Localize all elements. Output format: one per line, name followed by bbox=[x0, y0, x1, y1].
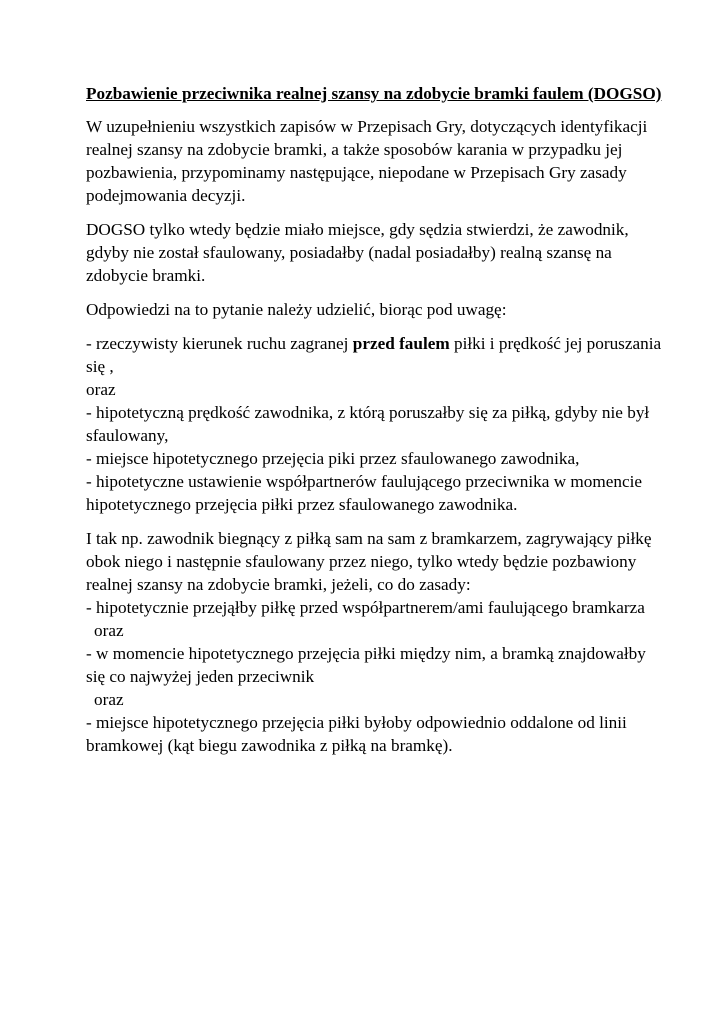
emphasis-before-foul: przed faulem bbox=[352, 334, 450, 353]
example-item-one-opponent: - w momencie hipotetycznego przejęcia piłki między nim, a bramką znajdowałby się co najwyżej jeden przeciwnik bbox=[86, 644, 646, 686]
criteria-item-teammates-position: - hipotetyczne ustawienie współpartnerów faulującego przeciwnika w momencie hipotetycznego przejęcia piłki przez sfaulowanego zawodnika. bbox=[86, 472, 642, 514]
example-paragraph bbox=[86, 527, 665, 757]
document-title: Pozbawienie przeciwnika realnej szansy na zdobycie bramki faulem (DOGSO) bbox=[86, 84, 662, 103]
paragraph-dogso-definition: DOGSO tylko wtedy będzie miało miejsce, gdy sędzia stwierdzi, że zawodnik, gdyby nie został sfaulowany, posiadałby (nadal posiadałby) realną szansę na zdobycie bramki. bbox=[86, 220, 629, 285]
example-intro: I tak np. zawodnik biegnący z piłką sam na sam z bramkarzem, zagrywający piłkę obok niego i następnie sfaulowany przez niego, tylko wtedy będzie pozbawiony realnej szansy na zdobycie bramki, jeżeli, co do zasady: bbox=[86, 529, 652, 594]
paragraph-intro: W uzupełnieniu wszystkich zapisów w Przepisach Gry, dotyczących identyfikacji realnej szansy na zdobycie bramki, a także sposobów karania w przypadku jej pozbawienia, przypominamy następujące, niepodane w Przepisach Gry zasady podejmowania decyzji. bbox=[86, 117, 648, 205]
paragraph-question: Odpowiedzi na to pytanie należy udzielić, biorąc pod uwagę: bbox=[86, 300, 507, 319]
criteria-list bbox=[86, 332, 665, 516]
example-item-ball-before-teammates: - hipotetycznie przejąłby piłkę przed współpartnerem/ami faulującego bramkarza bbox=[86, 598, 645, 617]
criteria-item-player-speed: - hipotetyczną prędkość zawodnika, z którą poruszałby się za piłką, gdyby nie był sfaulowany, bbox=[86, 403, 650, 445]
example-item-distance-goal-line: - miejsce hipotetycznego przejęcia piłki byłoby odpowiednio oddalone od linii bramkowej (kąt biegu zawodnika z piłką na bramkę). bbox=[86, 713, 627, 755]
criteria-item-ball-direction: - rzeczywisty kierunek ruchu zagranej przed faulem piłki i prędkość jej poruszania się , bbox=[86, 334, 662, 376]
conjunction-oraz: oraz bbox=[94, 690, 124, 709]
conjunction-oraz: oraz bbox=[86, 380, 116, 399]
conjunction-oraz: oraz bbox=[94, 621, 124, 640]
criteria-item-ball-gain-location: - miejsce hipotetycznego przejęcia piki przez sfaulowanego zawodnika, bbox=[86, 449, 580, 468]
